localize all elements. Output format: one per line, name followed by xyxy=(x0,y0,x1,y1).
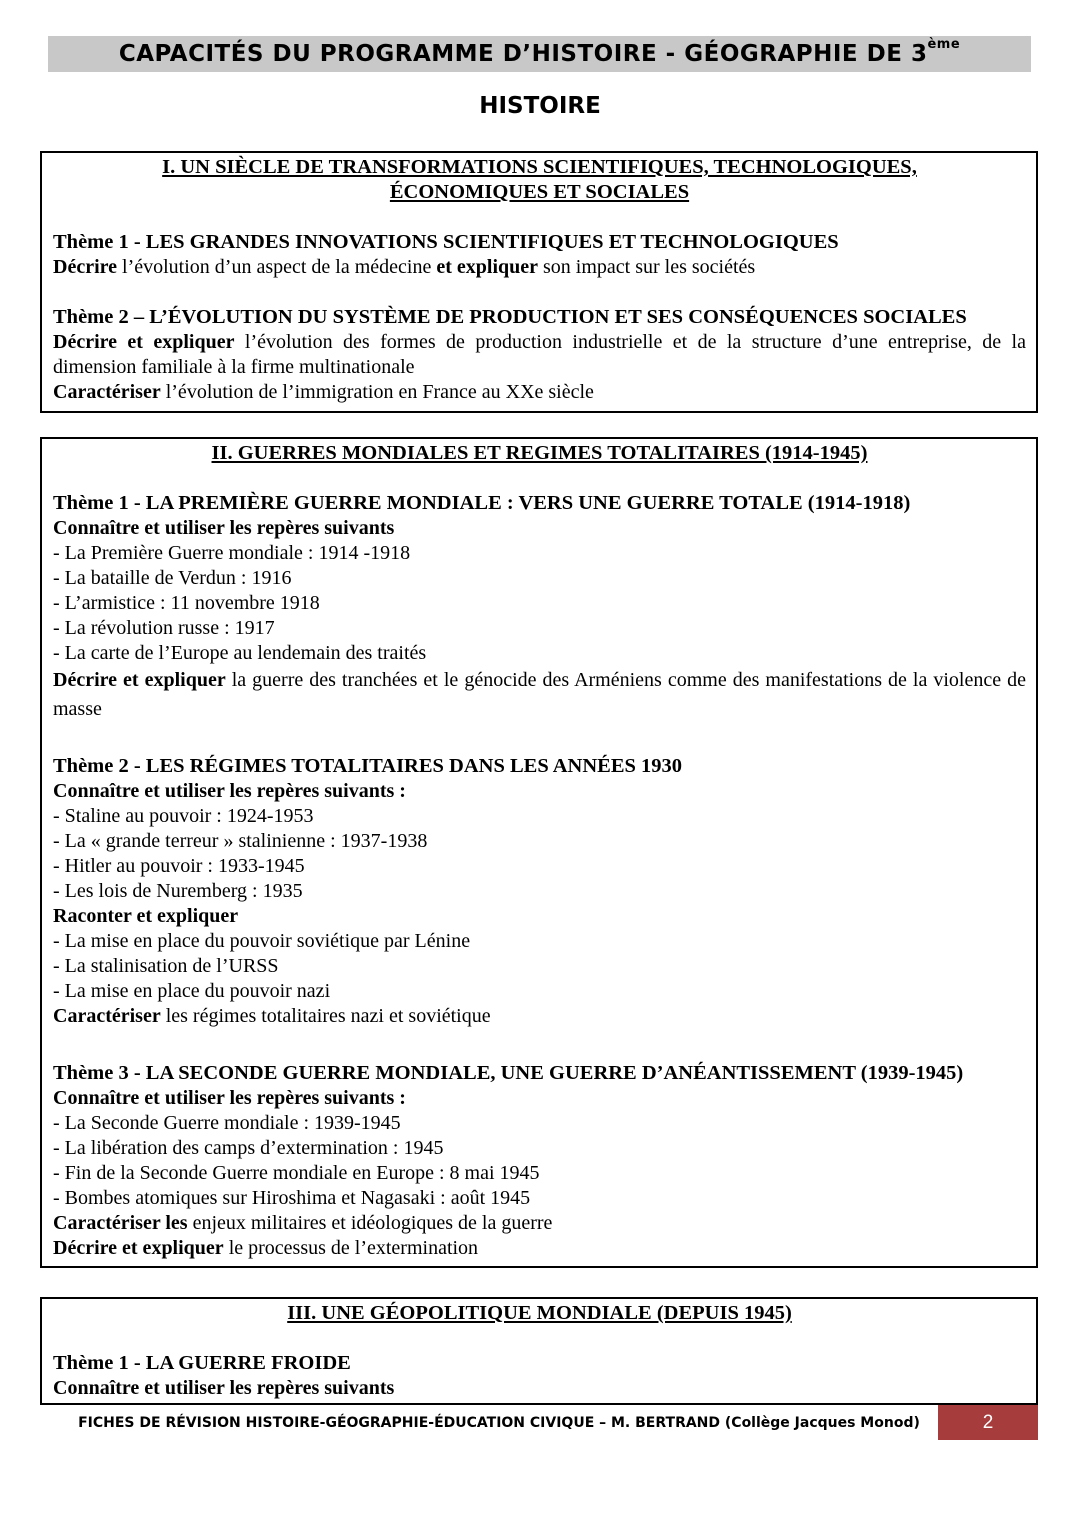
section-3-title: III. UNE GÉOPOLITIQUE MONDIALE (DEPUIS 1945) xyxy=(287,1302,792,1324)
page-footer xyxy=(40,1405,1038,1440)
section-2-theme-2-capacity: Caractériser les régimes totalitaires nazi et soviétique xyxy=(53,1005,491,1027)
list-item: - L’armistice : 11 novembre 1918 xyxy=(53,592,320,614)
list-item: - Fin de la Seconde Guerre mondiale en Europe : 8 mai 1945 xyxy=(53,1162,540,1184)
section-1-box xyxy=(40,151,1038,413)
list-item: - La mise en place du pouvoir nazi xyxy=(53,980,331,1002)
section-2-theme-1-reperes-label: Connaître et utiliser les repères suivants xyxy=(53,517,395,539)
list-item: - La carte de l’Europe au lendemain des traités xyxy=(53,642,427,664)
list-item: - La « grande terreur » stalinienne : 1937-1938 xyxy=(53,830,428,852)
list-item: - La Première Guerre mondiale : 1914 -1918 xyxy=(53,542,411,564)
document-title-bar xyxy=(48,36,1031,72)
section-2-theme-3-capacity-1: Caractériser les enjeux militaires et idéologiques de la guerre xyxy=(53,1212,553,1234)
section-3-box xyxy=(40,1297,1038,1405)
list-item: - La libération des camps d’extermination : 1945 xyxy=(53,1137,444,1159)
list-item: - La Seconde Guerre mondiale : 1939-1945 xyxy=(53,1112,401,1134)
section-1-title-line-1: I. UN SIÈCLE DE TRANSFORMATIONS SCIENTIFIQUES, TECHNOLOGIQUES, xyxy=(162,156,917,178)
section-1-theme-2-title: Thème 2 – L’ÉVOLUTION DU SYSTÈME DE PRODUCTION ET SES CONSÉQUENCES SOCIALES xyxy=(53,306,967,328)
section-1-theme-1-title: Thème 1 - LES GRANDES INNOVATIONS SCIENTIFIQUES ET TECHNOLOGIQUES xyxy=(53,231,839,253)
list-item: - La mise en place du pouvoir soviétique par Lénine xyxy=(53,930,471,952)
section-2-theme-2-title: Thème 2 - LES RÉGIMES TOTALITAIRES DANS LES ANNÉES 1930 xyxy=(53,755,683,777)
section-2-theme-2-reperes-label: Connaître et utiliser les repères suivants : xyxy=(53,780,406,802)
list-item: - La stalinisation de l’URSS xyxy=(53,955,279,977)
section-1-theme-2-capacity-1: Décrire et expliquer l’évolution des formes de production industrielle et de la structure d’une entreprise, de la dimension familiale à la firme multinationale xyxy=(53,331,1026,378)
list-item: - La bataille de Verdun : 1916 xyxy=(53,567,292,589)
document-title: CAPACITÉS DU PROGRAMME D’HISTOIRE - GÉOGRAPHIE DE 3ème xyxy=(118,37,961,67)
footer-text: FICHES DE RÉVISION HISTOIRE-GÉOGRAPHIE-ÉDUCATION CIVIQUE – M. BERTRAND (Collège Jacques Monod) xyxy=(78,1414,920,1431)
list-item: - Bombes atomiques sur Hiroshima et Nagasaki : août 1945 xyxy=(53,1187,531,1209)
section-3-theme-1-reperes-label: Connaître et utiliser les repères suivants xyxy=(53,1377,395,1399)
list-item: - Staline au pouvoir : 1924-1953 xyxy=(53,805,314,827)
section-1-theme-1-capacity: Décrire l’évolution d’un aspect de la médecine et expliquer son impact sur les sociétés xyxy=(53,256,756,278)
title-superscript: ème xyxy=(927,37,961,53)
section-3-theme-1-title: Thème 1 - LA GUERRE FROIDE xyxy=(53,1352,351,1374)
section-2-title: II. GUERRES MONDIALES ET REGIMES TOTALITAIRES (1914-1945) xyxy=(211,442,868,464)
section-2-theme-3-reperes-label: Connaître et utiliser les repères suivants : xyxy=(53,1087,406,1109)
section-2-theme-3-capacity-2: Décrire et expliquer le processus de l’extermination xyxy=(53,1237,479,1259)
list-item: - Hitler au pouvoir : 1933-1945 xyxy=(53,855,305,877)
document-subtitle: HISTOIRE xyxy=(479,93,601,119)
list-item: - Les lois de Nuremberg : 1935 xyxy=(53,880,303,902)
section-2-theme-3-title: Thème 3 - LA SECONDE GUERRE MONDIALE, UNE GUERRE D’ANÉANTISSEMENT (1939-1945) xyxy=(53,1062,964,1084)
list-item: - La révolution russe : 1917 xyxy=(53,617,275,639)
section-2-theme-1-title: Thème 1 - LA PREMIÈRE GUERRE MONDIALE : VERS UNE GUERRE TOTALE (1914-1918) xyxy=(53,492,911,514)
section-2-theme-1-capacity: Décrire et expliquer la guerre des tranchées et le génocide des Arméniens comme des manifestations de la violence de masse xyxy=(53,669,1026,720)
page-number-badge: 2 xyxy=(938,1405,1038,1440)
section-1-theme-2-capacity-2: Caractériser l’évolution de l’immigration en France au XXe siècle xyxy=(53,381,594,403)
section-1-title-line-2: ÉCONOMIQUES ET SOCIALES xyxy=(389,181,690,203)
section-2-box xyxy=(40,437,1038,1268)
section-2-theme-2-raconter-label: Raconter et expliquer xyxy=(53,905,239,927)
